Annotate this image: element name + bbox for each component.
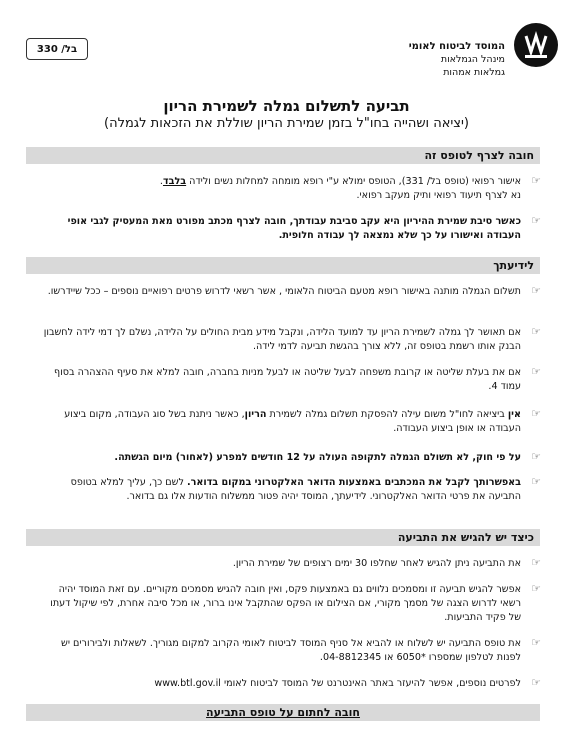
organization-name <box>409 40 505 79</box>
list-item: ☞ אישור רפואי (טופס בל/ 331), הטופס ימולא ע"י רופא מומחה למחלות נשים ולידה בלבד. נא לצרף תיעוד רפואי ותיק מעקב רפואי. <box>159 174 541 201</box>
page-subtitle: (יציאה ושהייה בחו"ל בזמן שמירת הריון שוללת את הזכאות לגמלה) <box>104 116 469 131</box>
page-title: תביעה לתשלום גמלה לשמירת הריון <box>163 97 410 115</box>
bullet-icon: ☞ <box>531 325 541 338</box>
org-line-1: המוסד לביטוח לאומי <box>408 41 505 52</box>
bullet-icon: ☞ <box>531 450 541 463</box>
bullet-icon: ☞ <box>531 365 541 378</box>
list-item: ☞ על פי חוק, לא תשולם הגמלה לתקופה העולה על 12 חודשים למפרע (לאחור) מיום הגשתה. <box>114 450 541 463</box>
list-item: ☞ את טופס התביעה יש לשלוח או להביא אל סניף המוסד לביטוח לאומי הקרוב למקום מגוריך. לשאלות ולבירורים יש לפנות לטלפון שמספרו *6050 או 04-8812345. <box>61 636 541 663</box>
list-item: ☞ כאשר סיבת שמירת ההיריון היא עקב סביבת עבודתך, חובה לצרף מכתב מפורט מאת המעסיק לגבי אופי העבודה ואישורו על כך שלא נמצאה לך עבודה חלופית. <box>67 214 541 241</box>
nii-logo <box>513 22 559 68</box>
section-heading-how: כיצד יש להגיש את התביעה <box>26 529 540 546</box>
nii-logo-icon <box>513 22 559 68</box>
bullet-icon: ☞ <box>531 636 541 649</box>
bullet-icon: ☞ <box>531 582 541 595</box>
bullet-icon: ☞ <box>531 407 541 420</box>
bullet-icon: ☞ <box>531 475 541 488</box>
list-item: ☞ אם תאושר לך גמלה לשמירת הריון עד למועד הלידה, ונקבל מידע מבית החולים על הלידה, נשלם לך דמי לידה לחשבון הבנק אותו רשמת בטופס זה, ללא צורך בהגשת תביעה לדמי לידה. <box>43 325 541 352</box>
list-item: ☞ את התביעה ניתן להגיש לאחר שחלפו 30 ימים רצופים של שמירת הריון. <box>232 556 541 569</box>
section-heading-sign: חובה לחתום על טופס התביעה <box>26 704 540 721</box>
form-code-box: בל/ 330 <box>26 38 88 60</box>
section-heading-required: חובה לצרף לטופס זה <box>26 147 540 164</box>
list-item: ☞ אין ביציאה לחו"ל משום עילה להפסקת תשלום גמלה לשמירת הריון, כאשר ניתנת בשל סוג העבודה, מקום ביצוע העבודה או אופן ביצוע העבודה. <box>64 407 541 434</box>
list-item: ☞ באפשרותך לקבל את המכתבים באמצעות הדואר האלקטרוני במקום בדואר. לשם כך, עליך למלא בטופס התביעה את פרטי הדואר האלקטרוני. לידיעתך, המוסד יהיה פטור ממשלוח הודעות אלו גם בדואר. <box>70 475 541 502</box>
list-item: ☞ לפרטים נוספים, אפשר להיעזר באתר האינטרנט של המוסד לביטוח לאומי www.btl.gov.il <box>154 676 541 689</box>
section-heading-note: לידיעתך <box>26 257 540 274</box>
org-line-2: מינהל הגמלאות <box>440 54 505 65</box>
bullet-icon: ☞ <box>531 556 541 569</box>
list-item: ☞ אפשר להגיש תביעה זו ומסמכים נלווים גם באמצעות פקס, ואין חובה להגיש מסמכים מקוריים. עם זאת המוסד יהיה רשאי לדרוש הצגה של מסמך מקורי, אם הצילום או הפקס שהתקבל אינו ברור, או מכל סיבה אחרת, לפי שיקול דעתו של פקיד התביעות. <box>50 582 541 623</box>
bullet-icon: ☞ <box>531 676 541 689</box>
list-item: ☞ אם את בעלת שליטה או קרובת משפחה לבעל שליטה או לבעל מניות בחברה, חובה למלא את סעיף ההצהרה בסוף עמוד 4. <box>54 365 541 392</box>
bullet-icon: ☞ <box>531 174 541 187</box>
org-line-3: גמלאות אמהות <box>443 67 505 78</box>
bullet-icon: ☞ <box>531 214 541 227</box>
list-item: ☞ תשלום הגמלה מותנה באישור רופא מטעם הביטוח הלאומי , אשר רשאי לדרוש פרטים רפואיים נוספים – ככל שיידרשו. <box>47 284 541 297</box>
website-link[interactable]: www.btl.gov.il <box>154 678 221 689</box>
bullet-icon: ☞ <box>531 284 541 297</box>
